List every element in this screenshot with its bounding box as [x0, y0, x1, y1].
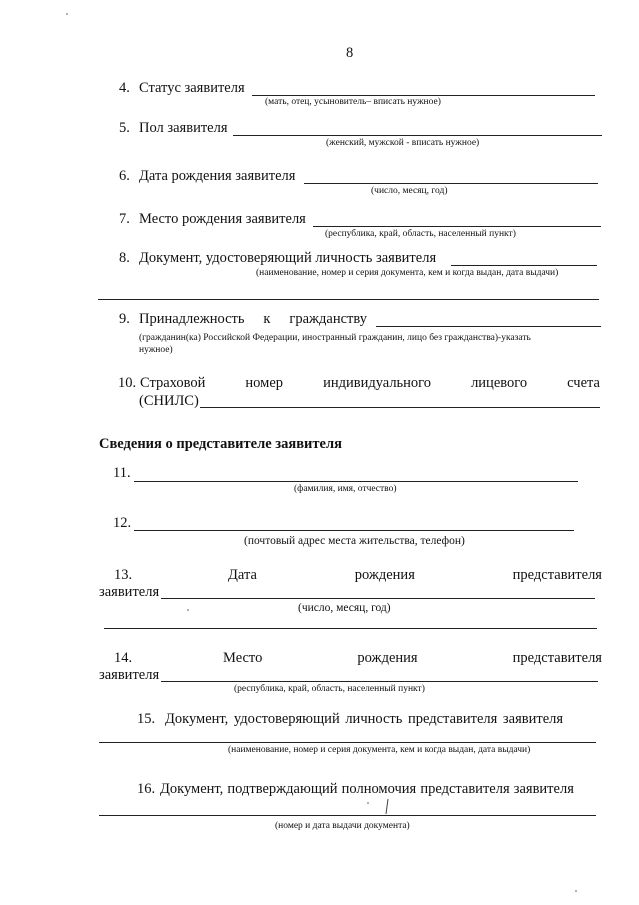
item-8-input-line[interactable] — [451, 265, 597, 266]
item-7-label: Место рождения заявителя — [139, 211, 306, 227]
item-13-hint: (число, месяц, год) — [298, 602, 391, 614]
scan-speck — [367, 802, 369, 804]
item-16-input-line[interactable] — [99, 815, 596, 816]
item-8-input-line-2[interactable] — [98, 299, 599, 300]
section-title: Сведения о представителе заявителя — [99, 436, 342, 452]
item-4-input-line[interactable] — [252, 95, 595, 96]
item-10-input-line[interactable] — [200, 407, 600, 408]
item-13-input-line[interactable] — [161, 598, 595, 599]
item-9-word: к — [263, 311, 271, 327]
item-8-hint: (наименование, номер и серия документа, кем и когда выдан, дата выдачи) — [256, 268, 559, 278]
item-5-hint: (женский, мужской - вписать нужное) — [326, 138, 480, 148]
item-16-label: Документ, подтверждающий полномочия представителя заявителя — [160, 781, 574, 797]
item-14-number: 14. — [114, 650, 133, 666]
item-10-word: счета — [567, 375, 600, 391]
item-14-word: представителя — [512, 650, 602, 666]
item-6-label: Дата рождения заявителя — [139, 168, 296, 184]
page-number: 8 — [346, 45, 354, 61]
item-11-input-line[interactable] — [134, 481, 578, 482]
item-10-number: 10. — [118, 375, 137, 391]
item-13-number: 13. — [114, 567, 133, 583]
item-15-label: Документ, удостоверяющий личность представителя заявителя — [165, 711, 564, 727]
item-11-number: 11. — [113, 465, 131, 481]
item-10-word: Страховой — [140, 375, 206, 391]
item-14-label-line-2: заявителя — [99, 667, 160, 683]
item-12-input-line[interactable] — [134, 530, 574, 531]
item-10-label — [140, 375, 600, 392]
item-9-label — [139, 311, 367, 328]
pen-mark — [383, 798, 391, 816]
item-6-hint: (число, месяц, год) — [371, 186, 448, 196]
item-5-label: Пол заявителя — [139, 120, 228, 136]
item-13-label-line-2: заявителя — [99, 584, 160, 600]
item-13-word: представителя — [512, 567, 602, 583]
item-12-hint: (почтовый адрес места жительства, телефон) — [244, 535, 465, 547]
item-5-number: 5. — [119, 120, 130, 136]
item-14-hint: (республика, край, область, населенный пункт) — [234, 684, 425, 694]
item-16-number: 16. — [137, 781, 156, 797]
item-9-hint-line-2: нужное) — [139, 345, 173, 355]
item-13-word: Дата — [228, 567, 257, 583]
scan-speck — [187, 609, 189, 611]
item-10-word: номер — [245, 375, 284, 391]
scan-speck — [66, 13, 68, 15]
item-15-number: 15. — [137, 711, 156, 727]
item-10-label-line-2: (СНИЛС) — [139, 393, 199, 409]
item-13-input-line-2[interactable] — [104, 628, 597, 629]
item-15-input-line[interactable] — [99, 742, 596, 743]
item-9-word: гражданству — [289, 311, 367, 327]
item-14-label — [223, 650, 602, 667]
item-5-input-line[interactable] — [233, 135, 602, 136]
item-10-word: лицевого — [471, 375, 528, 391]
item-6-number: 6. — [119, 168, 130, 184]
item-8-number: 8. — [119, 250, 130, 266]
item-4-number: 4. — [119, 80, 130, 96]
item-16-hint: (номер и дата выдачи документа) — [275, 821, 410, 831]
scan-speck — [575, 890, 577, 892]
item-12-number: 12. — [113, 515, 132, 531]
item-15-hint: (наименование, номер и серия документа, кем и когда выдан, дата выдачи) — [228, 745, 531, 755]
item-10-word: индивидуального — [323, 375, 432, 391]
item-4-label: Статус заявителя — [139, 80, 245, 96]
item-13-word: рождения — [354, 567, 415, 583]
item-7-input-line[interactable] — [313, 226, 601, 227]
item-6-input-line[interactable] — [304, 183, 598, 184]
item-8-label: Документ, удостоверяющий личность заявителя — [139, 250, 437, 266]
item-14-input-line[interactable] — [161, 681, 598, 682]
item-7-number: 7. — [119, 211, 130, 227]
item-9-hint-line-1: (гражданин(ка) Российской Федерации, иностранный гражданин, лицо без гражданства)-указать — [139, 333, 531, 343]
item-7-hint: (республика, край, область, населенный пункт) — [325, 229, 516, 239]
item-9-word: Принадлежность — [139, 311, 245, 327]
item-9-input-line[interactable] — [376, 326, 601, 327]
item-9-number: 9. — [119, 311, 130, 327]
item-4-hint: (мать, отец, усыновитель– вписать нужное) — [265, 97, 441, 107]
item-14-word: Место — [223, 650, 263, 666]
item-13-label — [228, 567, 602, 584]
item-14-word: рождения — [357, 650, 418, 666]
item-11-hint: (фамилия, имя, отчество) — [294, 484, 397, 494]
